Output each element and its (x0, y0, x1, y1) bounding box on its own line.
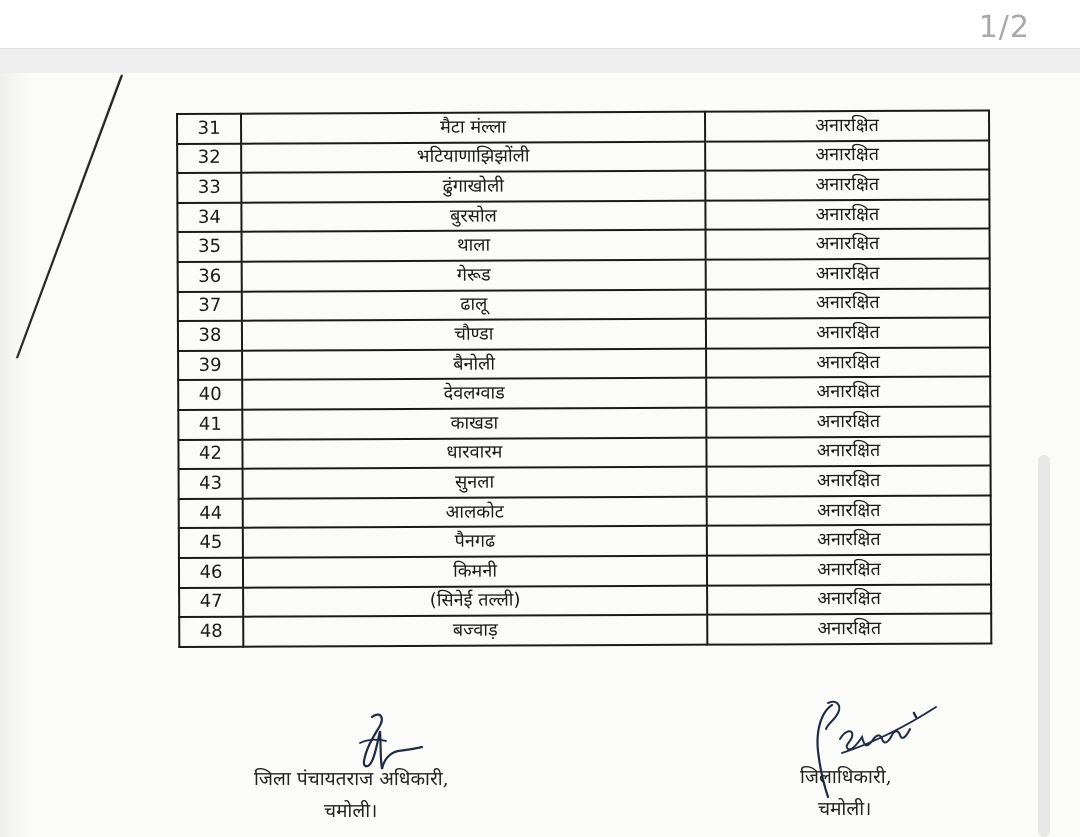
reservation-status: अनारक्षित (706, 347, 990, 378)
village-name: (सिनेई तल्ली) (243, 585, 707, 617)
reservation-status: अनारक्षित (707, 495, 991, 526)
records-table-body (177, 110, 991, 646)
row-number: 46 (179, 558, 243, 588)
table-row (178, 288, 990, 321)
vertical-scrollbar[interactable] (1038, 455, 1050, 837)
table-row (178, 229, 990, 262)
row-number: 45 (179, 528, 243, 558)
village-name: धारवारम (242, 437, 706, 469)
row-number: 44 (179, 498, 243, 528)
reservation-status: अनारक्षित (705, 140, 989, 171)
reservation-status: अनारक्षित (705, 110, 989, 141)
table-row (178, 406, 990, 439)
reservation-status: अनारक्षित (707, 525, 991, 556)
reservation-status: अनारक्षित (706, 318, 990, 349)
left-signatory-place: चमोली। (324, 800, 378, 822)
right-signatory-place: चमोली। (818, 798, 872, 820)
table-row (178, 347, 990, 380)
records-table (176, 109, 992, 647)
page-indicator: 1/2 (978, 10, 1030, 45)
village-name: काखडा (242, 408, 706, 440)
table-row (177, 110, 989, 143)
left-signatory-title: जिला पंचायतराज अधिकारी, (254, 768, 449, 790)
table-row (178, 258, 990, 291)
table-row (178, 377, 990, 410)
village-name: थाला (242, 230, 706, 262)
village-name: आलकोट (243, 496, 707, 528)
row-number: 43 (179, 469, 243, 499)
village-name: सुनला (243, 467, 707, 499)
village-name: पैनगढ (243, 526, 707, 558)
row-number: 37 (178, 291, 242, 321)
table-row (179, 614, 991, 647)
village-name: गेरूड (242, 260, 706, 292)
reservation-status: अनारक्षित (707, 614, 991, 645)
row-number: 38 (178, 321, 242, 351)
table-row (179, 584, 991, 617)
document-page (0, 73, 1080, 837)
reservation-status: अनारक्षित (707, 584, 991, 615)
row-number: 32 (177, 143, 241, 173)
reservation-status: अनारक्षित (706, 406, 990, 437)
village-name: ढालू (242, 289, 706, 321)
row-number: 35 (178, 232, 242, 262)
village-name: भटियाणाझिझोंली (241, 141, 705, 173)
reservation-status: अनारक्षित (707, 554, 991, 585)
reservation-status: अनारक्षित (705, 170, 989, 201)
paper-edge-line (0, 73, 140, 373)
village-name: मैटा मंल्ला (241, 112, 705, 144)
village-name: ढुंगाखोली (241, 171, 705, 203)
table-row (179, 466, 991, 499)
reservation-status: अनारक्षित (707, 466, 991, 497)
reservation-status: अनारक्षित (706, 377, 990, 408)
reservation-status: अनारक्षित (705, 199, 989, 230)
table-row (179, 554, 991, 587)
row-number: 47 (179, 587, 243, 617)
row-number: 36 (178, 262, 242, 292)
table-row (179, 525, 991, 558)
table-row (179, 495, 991, 528)
table-row (178, 436, 990, 469)
village-name: बुरसोल (241, 200, 705, 232)
row-number: 41 (178, 410, 242, 440)
village-name: बज्वाड़ (243, 615, 707, 647)
row-number: 33 (177, 173, 241, 203)
row-number: 42 (178, 439, 242, 469)
reservation-status: अनारक्षित (706, 436, 990, 467)
village-name: देवलग्वाड (242, 378, 706, 410)
reservation-status: अनारक्षित (706, 258, 990, 289)
village-name: बैनोली (242, 348, 706, 380)
village-name: किमनी (243, 556, 707, 588)
table-row (177, 199, 989, 232)
reservation-status: अनारक्षित (706, 288, 990, 319)
row-number: 34 (177, 202, 241, 232)
viewer-toolbar (0, 0, 1080, 48)
table-row (177, 140, 989, 173)
village-name: चौण्डा (242, 319, 706, 351)
row-number: 39 (178, 350, 242, 380)
row-number: 40 (178, 380, 242, 410)
right-signatory-title: जिलाधिकारी, (800, 766, 892, 788)
row-number: 48 (179, 617, 243, 647)
page-separator (0, 48, 1080, 74)
table-row (177, 170, 989, 203)
row-number: 31 (177, 114, 241, 144)
reservation-status: अनारक्षित (706, 229, 990, 260)
table-row (178, 318, 990, 351)
